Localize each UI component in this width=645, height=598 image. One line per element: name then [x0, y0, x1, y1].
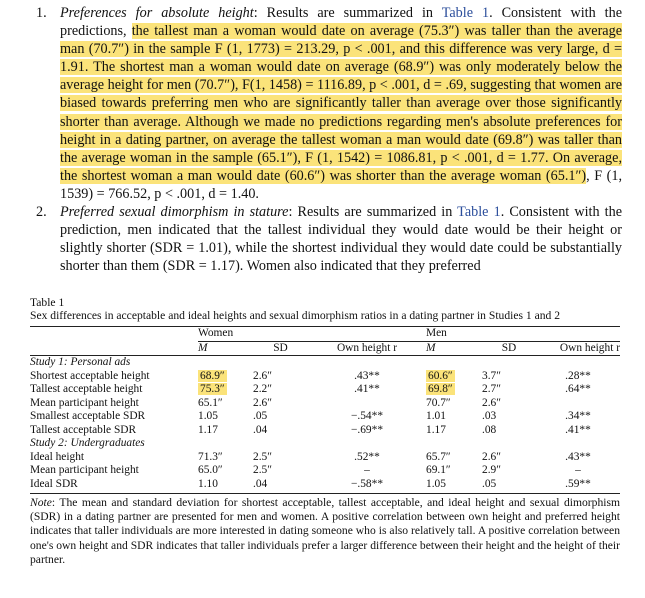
item-number: 1.	[36, 5, 47, 21]
row-label: Shortest acceptable height	[30, 369, 150, 382]
study-1-heading: Study 1: Personal ads	[30, 356, 131, 368]
cell-men-m: 69.8″	[428, 383, 453, 395]
col-header-r: Own height r	[536, 341, 620, 356]
table-row	[30, 410, 620, 424]
cell-men-sd: 2.7″	[482, 383, 501, 395]
group-women: Women	[198, 327, 426, 341]
cell-women-m: 68.9″	[200, 369, 225, 382]
table-row	[30, 383, 620, 397]
cell-men-m: 1.01	[426, 410, 446, 422]
highlighted-text: the tallest man a woman would date on average (75.3″) was taller than the average man (70.7″) in the sample F (1, 1773) = 213.29, p < .001, and this difference was very large, d = 1.91. The shortest man a woman would date on average (68.9″) was only moderately below the average height for men (70.7″), F(1, 1458) = 1116.89, p < .001, d = .69, suggesting that women are biased towards preferring men who are significantly taller than average over those significantly shorter than average. Although we made no predictions regarding men's absolute preferences for height in a dating partner, on average the tallest woman a man would date (69.8″) was taller than the average woman in the sample (65.1″), F (1, 1542) = 1086.81, p < .001, d = 1.77. On average, the shortest woman a man would date (60.6″) was shorter than the average woman (65.1″)	[60, 23, 622, 184]
cell-women-sd: .05	[253, 410, 268, 422]
list-item-absolute-height	[22, 4, 622, 203]
item-text: . Consistent with the predictions,	[60, 5, 622, 40]
cell-men-sd: 3.7″	[482, 369, 501, 382]
cell-men-m: 70.7″	[426, 396, 451, 409]
col-header-m: M	[198, 341, 253, 356]
table-1	[30, 296, 620, 567]
table-row	[30, 478, 620, 492]
cell-men-sd: 2.6″	[482, 396, 501, 409]
cell-women-m: 1.17	[198, 423, 218, 436]
note-label: Note	[30, 496, 52, 509]
row-label: Smallest acceptable SDR	[30, 410, 146, 422]
col-header-sd: SD	[253, 341, 308, 356]
cell-men-sd: 2.9″	[482, 464, 501, 476]
cell-men-m: 69.1″	[426, 464, 451, 476]
group-men: Men	[426, 327, 620, 341]
row-label: Mean participant height	[30, 464, 139, 476]
table-link[interactable]: Table 1	[457, 204, 501, 221]
row-label: Mean participant height	[30, 396, 139, 409]
item-text: . Consistent with the prediction, men indicated that the tallest individual they would date would be their height or slightly shorter (SDR = 1.01), while the shortest individual they would date could be substantially shorter than them (SDR = 1.17). Women also indicated that they preferred	[60, 204, 623, 275]
cell-women-r: .52**	[354, 450, 380, 463]
table-note	[30, 496, 620, 567]
cell-women-r: −.69**	[350, 423, 384, 436]
cell-women-sd: 2.5″	[253, 464, 272, 476]
cell-men-r: .41**	[565, 423, 591, 436]
cell-men-sd: 2.6″	[482, 450, 501, 463]
list-item-sexual-dimorphism	[22, 203, 622, 275]
cell-women-m: 1.05	[198, 410, 218, 422]
table-caption: Sex differences in acceptable and ideal heights and sexual dimorphism ratios in a dating partner in Studies 1 and 2	[30, 309, 561, 322]
item-heading: Preferred sexual dimorphism in stature	[60, 204, 289, 221]
table-row	[30, 451, 620, 465]
cell-women-r: .43**	[354, 369, 380, 382]
cell-women-sd: 2.6″	[253, 396, 272, 409]
cell-women-m: 65.1″	[198, 396, 223, 409]
cell-women-r: .41**	[354, 383, 380, 395]
cell-men-sd: .05	[482, 477, 497, 490]
cell-men-r	[536, 397, 620, 411]
cell-women-sd: .04	[253, 423, 268, 436]
cell-men-m: 1.17	[426, 423, 446, 436]
cell-women-r: –	[364, 464, 370, 476]
cell-women-sd: .04	[253, 477, 268, 490]
table-link[interactable]: Table 1	[441, 5, 490, 21]
cell-men-sd: .08	[482, 423, 497, 436]
col-header-sd: SD	[482, 341, 536, 356]
col-header-m: M	[426, 341, 482, 356]
table-row	[30, 370, 620, 384]
cell-women-m: 71.3″	[198, 450, 223, 463]
cell-women-r: −.54**	[350, 410, 384, 422]
cell-women-m: 65.0″	[198, 464, 223, 476]
cell-men-m: 1.05	[426, 477, 446, 490]
cell-men-r: .43**	[565, 450, 591, 463]
cell-men-r: .34**	[565, 410, 591, 422]
cell-women-m: 75.3″	[200, 383, 225, 395]
cell-women-sd: 2.6″	[253, 369, 272, 382]
table-row	[30, 464, 620, 478]
cell-men-sd: .03	[482, 410, 497, 422]
table-label: Table 1	[30, 296, 65, 309]
cell-men-r: .28**	[565, 369, 591, 382]
cell-men-m: 65.7″	[426, 450, 451, 463]
col-header-r: Own height r	[308, 341, 426, 356]
item-tail: , F (1, 1539) = 766.52, p < .001, d = 1.40.	[60, 167, 622, 202]
row-label: Tallest acceptable height	[30, 383, 143, 395]
cell-women-m: 1.10	[198, 477, 218, 490]
study-2-heading: Study 2: Undergraduates	[30, 437, 145, 449]
cell-men-r: .64**	[565, 383, 591, 395]
row-label: Ideal SDR	[30, 477, 78, 490]
item-number: 2.	[36, 204, 47, 221]
table-row	[30, 397, 620, 411]
row-label: Tallest acceptable SDR	[30, 423, 137, 436]
cell-women-r	[308, 397, 426, 411]
row-label: Ideal height	[30, 450, 85, 463]
results-list	[22, 4, 622, 275]
cell-men-m: 60.6″	[428, 369, 453, 382]
cell-men-r: .59**	[565, 477, 591, 490]
item-intro: : Results are summarized in	[253, 5, 442, 21]
note-text: : The mean and standard deviation for shortest acceptable, tallest acceptable, and ideal height and sexual dimorphism (SDR) in a dating partner are presented for men and women. A positive correlation between own height and preferred height indicates that taller individuals are more interested in dating someone who is also relatively tall. A positive correlation between one's own height and SDR indicates that taller individuals prefer a larger difference between their height and the height of their partner.	[30, 496, 620, 566]
results-table	[30, 326, 620, 494]
cell-women-sd: 2.2″	[253, 383, 272, 395]
cell-women-sd: 2.5″	[253, 450, 272, 463]
cell-men-r: –	[575, 464, 581, 476]
item-intro: : Results are summarized in	[288, 204, 458, 221]
item-heading: Preferences for absolute height	[60, 5, 254, 21]
table-row	[30, 424, 620, 438]
cell-women-r: −.58**	[350, 477, 384, 490]
